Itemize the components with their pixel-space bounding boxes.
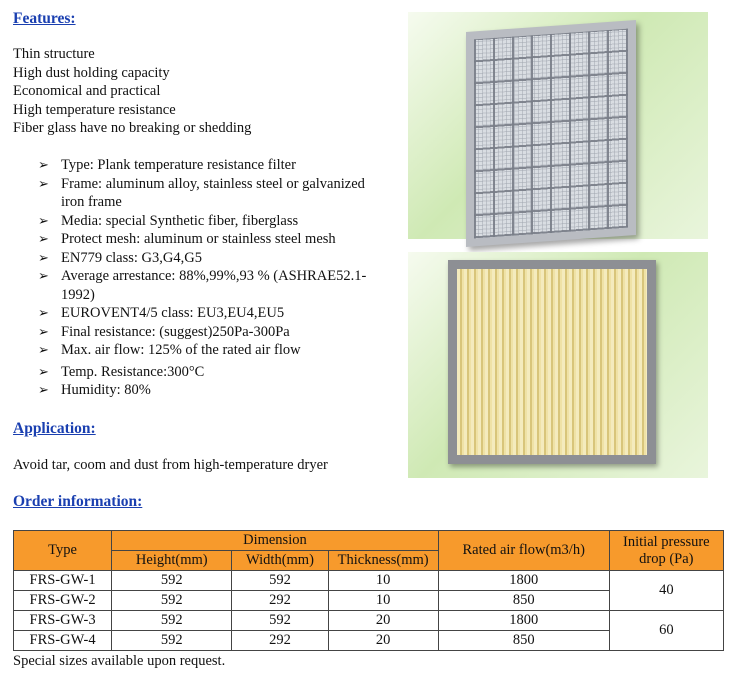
spec-item: ➢ Average arrestance: 88%,99%,93 % (ASHRAE52.1-1992) xyxy=(38,268,367,303)
arrow-bullet-icon: ➢ xyxy=(38,323,49,339)
header-airflow: Rated air flow(m3/h) xyxy=(438,531,609,571)
spec-item: ➢ Type: Plank temperature resistance filter xyxy=(38,157,296,173)
feature-line: High dust holding capacity xyxy=(13,65,170,81)
spec-item: ➢ Max. air flow: 125% of the rated air flow xyxy=(38,342,301,358)
arrow-bullet-icon: ➢ xyxy=(38,268,49,283)
pleated-filter-image xyxy=(408,252,708,478)
feature-line: High temperature resistance xyxy=(13,102,176,118)
spec-item: ➢ Humidity: 80% xyxy=(38,382,151,398)
spec-item: ➢ EUROVENT4/5 class: EU3,EU4,EU5 xyxy=(38,305,285,321)
arrow-bullet-icon: ➢ xyxy=(38,363,49,379)
order-table xyxy=(13,530,724,651)
application-heading: Application: xyxy=(13,420,96,437)
table-row: FRS-GW-2 592 292 10 850 xyxy=(14,591,724,611)
spec-item: ➢ Final resistance: (suggest)250Pa-300Pa xyxy=(38,323,290,340)
features-heading: Features: xyxy=(13,10,76,27)
feature-line: Fiber glass have no breaking or shedding xyxy=(13,120,252,136)
header-dimension: Dimension xyxy=(112,531,439,551)
table-row: FRS-GW-4 592 292 20 850 xyxy=(14,631,724,651)
order-heading: Order information: xyxy=(13,493,143,510)
spec-item: ➢ EN779 class: G3,G4,G5 xyxy=(38,249,202,266)
application-text: Avoid tar, coom and dust from high-temperature dryer xyxy=(13,457,328,473)
special-sizes-note: Special sizes available upon request. xyxy=(13,653,226,669)
header-height: Height(mm) xyxy=(112,551,232,571)
spec-item: ➢ Protect mesh: aluminum or stainless steel mesh xyxy=(38,231,336,247)
arrow-bullet-icon: ➢ xyxy=(38,382,49,397)
header-type: Type xyxy=(14,531,112,571)
pressure-cell: 40 xyxy=(609,571,723,611)
table-row: FRS-GW-1 592 592 10 1800 40 xyxy=(14,571,724,591)
header-width: Width(mm) xyxy=(232,551,328,571)
arrow-bullet-icon: ➢ xyxy=(38,305,49,320)
table-row: FRS-GW-3 592 592 20 1800 60 xyxy=(14,611,724,631)
header-pressure: Initial pressure drop (Pa) xyxy=(609,531,723,571)
spec-item: ➢ Media: special Synthetic fiber, fiberglass xyxy=(38,212,299,229)
spec-item: ➢ Temp. Resistance:300°C xyxy=(38,363,205,380)
spec-list xyxy=(38,156,378,400)
arrow-bullet-icon: ➢ xyxy=(38,157,49,172)
arrow-bullet-icon: ➢ xyxy=(38,249,49,265)
spec-item: ➢ Frame: aluminum alloy, stainless steel or galvanized iron frame xyxy=(38,175,365,210)
arrow-bullet-icon: ➢ xyxy=(38,175,49,191)
arrow-bullet-icon: ➢ xyxy=(38,212,49,228)
pressure-cell: 60 xyxy=(609,611,723,651)
arrow-bullet-icon: ➢ xyxy=(38,342,49,357)
header-thickness: Thickness(mm) xyxy=(328,551,438,571)
arrow-bullet-icon: ➢ xyxy=(38,231,49,246)
wire-mesh-filter-image xyxy=(408,12,708,239)
feature-line: Thin structure xyxy=(13,46,95,62)
feature-line: Economical and practical xyxy=(13,83,161,99)
